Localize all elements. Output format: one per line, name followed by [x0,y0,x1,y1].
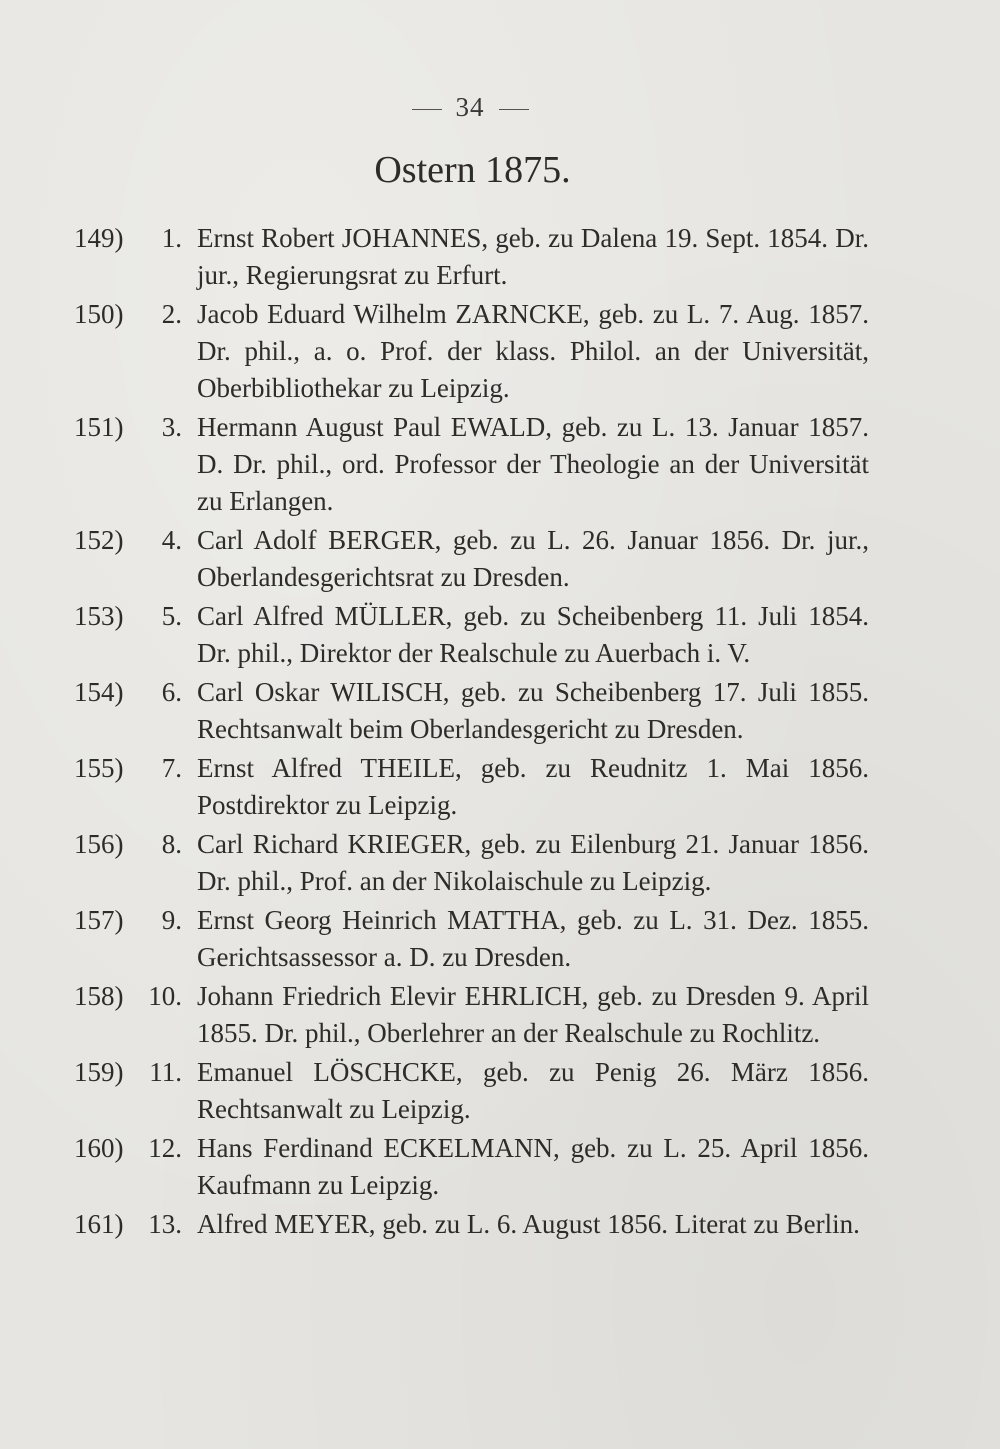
left-dash [412,109,442,110]
entry-text: Carl Richard KRIEGER, geb. zu Eilenburg 21. Januar 1856. Dr. phil., Prof. an der Nikolaischule zu Leipzig. [197,829,869,896]
list-item [0,220,1000,294]
list-item [0,1206,1000,1243]
entry-index: 6. [161,677,182,707]
list-item [0,978,1000,1052]
entry-text: Jacob Eduard Wilhelm ZARNCKE, geb. zu L. 7. Aug. 1857. Dr. phil., a. o. Prof. der klass. Philol. an der Universität, Oberbibliothekar zu Leipzig. [197,299,869,403]
entry-index: 9. [161,905,182,935]
entry-number: 157) [74,905,124,935]
list-item [0,409,1000,520]
entry-index: 7. [161,753,182,783]
list-item [0,750,1000,824]
entry-index: 13. [148,1209,182,1239]
entry-index: 12. [148,1133,182,1163]
entry-number: 159) [74,1057,124,1087]
entry-text: Ernst Alfred THEILE, geb. zu Reudnitz 1. Mai 1856. Postdirektor zu Leipzig. [197,753,869,820]
entry-number: 161) [74,1209,124,1239]
entry-text: Ernst Georg Heinrich MATTHA, geb. zu L. 31. Dez. 1855. Gerichtsassessor a. D. zu Dresden. [197,905,869,972]
entry-text: Carl Adolf BERGER, geb. zu L. 26. Januar 1856. Dr. jur., Oberlandesgerichtsrat zu Dresden. [197,525,869,592]
entry-text: Carl Alfred MÜLLER, geb. zu Scheibenberg 11. Juli 1854. Dr. phil., Direktor der Realschule zu Auerbach i. V. [197,601,869,668]
entry-text: Hans Ferdinand ECKELMANN, geb. zu L. 25. April 1856. Kaufmann zu Leipzig. [197,1133,869,1200]
entry-number: 153) [74,601,124,631]
entry-index: 2. [161,299,182,329]
entry-index: 11. [149,1057,182,1087]
entry-index: 3. [161,412,182,442]
entry-index: 8. [161,829,182,859]
entry-text: Ernst Robert JOHANNES, geb. zu Dalena 19. Sept. 1854. Dr. jur., Regierungsrat zu Erfurt. [197,223,869,290]
list-item [0,1054,1000,1128]
entry-index: 10. [148,981,182,1011]
entry-index: 5. [161,601,182,631]
list-item [0,674,1000,748]
list-item [0,1130,1000,1204]
page-number: 34 [455,92,485,122]
right-dash [499,109,529,110]
entry-number: 155) [74,753,124,783]
entry-number: 150) [74,299,124,329]
entry-text: Johann Friedrich Elevir EHRLICH, geb. zu Dresden 9. April 1855. Dr. phil., Oberlehrer an der Realschule zu Rochlitz. [197,981,869,1048]
entry-index: 4. [161,525,182,555]
entry-text: Hermann August Paul EWALD, geb. zu L. 13. Januar 1857. D. Dr. phil., ord. Professor der Theologie an der Universität zu Erlangen. [197,412,869,516]
entry-number: 156) [74,829,124,859]
entry-text: Alfred MEYER, geb. zu L. 6. August 1856. Literat zu Berlin. [197,1209,860,1239]
entry-text: Emanuel LÖSCHCKE, geb. zu Penig 26. März 1856. Rechtsanwalt zu Leipzig. [197,1057,869,1124]
list-item [0,598,1000,672]
entry-number: 149) [74,223,124,253]
list-item [0,296,1000,407]
list-item [0,522,1000,596]
list-item [0,826,1000,900]
entry-number: 158) [74,981,124,1011]
entry-number: 160) [74,1133,124,1163]
entry-number: 152) [74,525,124,555]
entry-list [0,220,1000,1245]
section-title: Ostern 1875. [374,149,571,191]
entry-number: 151) [74,412,124,442]
page-number-header [0,92,940,123]
entry-text: Carl Oskar WILISCH, geb. zu Scheibenberg 17. Juli 1855. Rechtsanwalt beim Oberlandesgericht zu Dresden. [197,677,869,744]
entry-number: 154) [74,677,124,707]
entry-index: 1. [161,223,182,253]
list-item [0,902,1000,976]
